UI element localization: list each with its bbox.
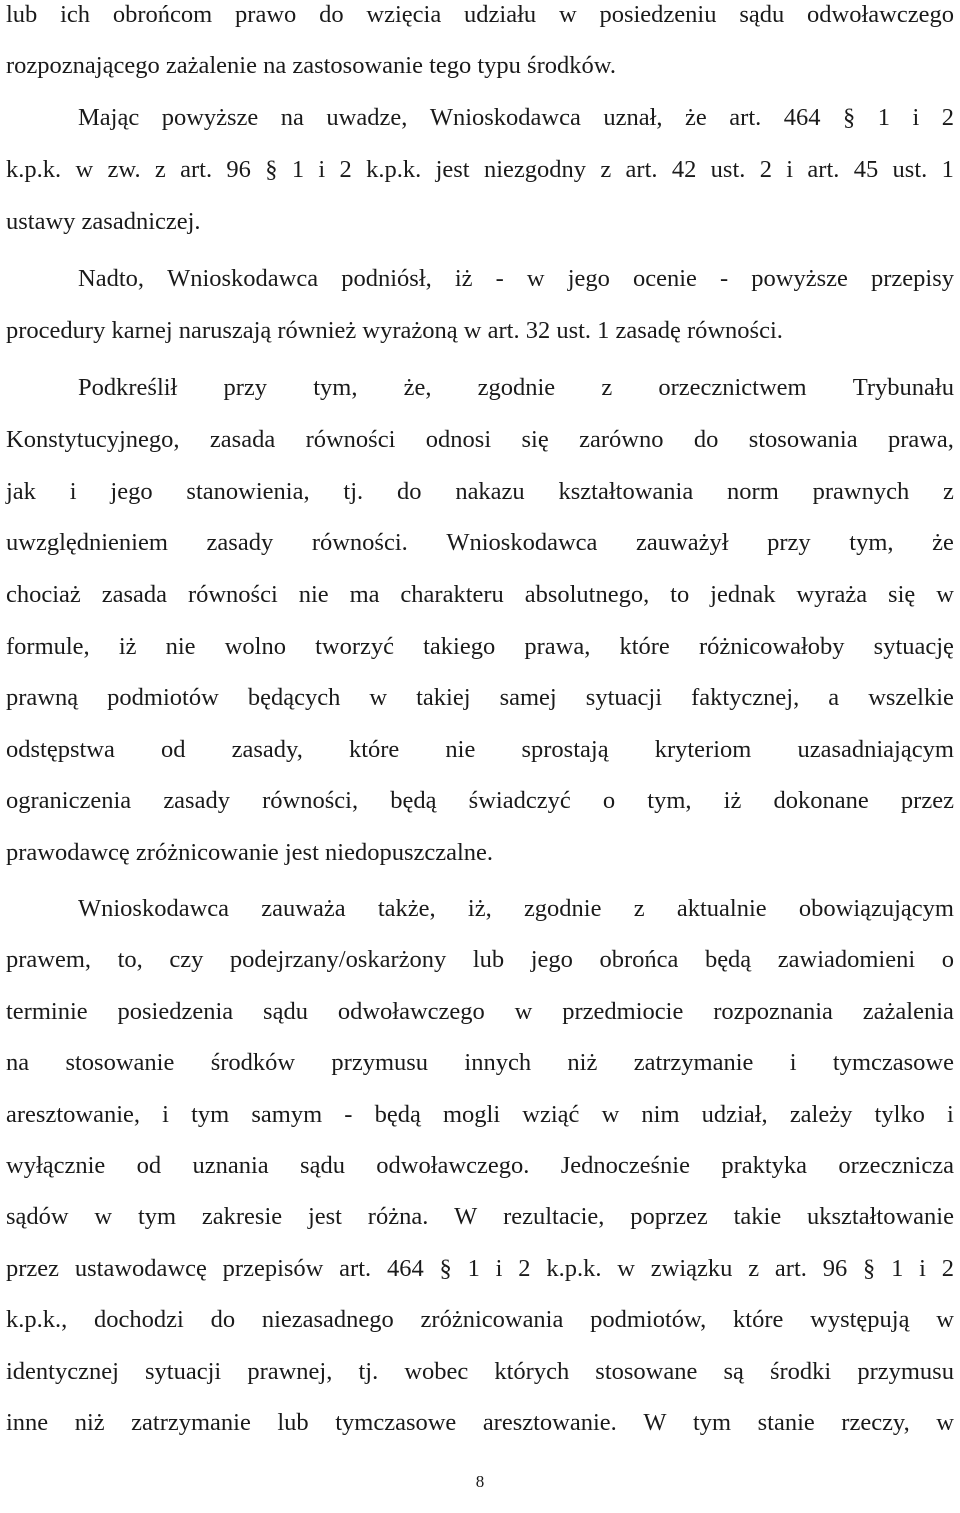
text-line: prawną podmiotów będących w takiej samej sytuacji faktycznej, a wszelkie: [6, 684, 954, 711]
text-line: prawodawcę zróżnicowanie jest niedopuszczalne.: [6, 839, 494, 866]
text-line: sądów w tym zakresie jest różna. W rezultacie, poprzez takie ukształtowanie: [6, 1203, 954, 1230]
text-line: uwzględnieniem zasady równości. Wnioskodawca zauważył przy tym, że: [6, 529, 954, 556]
text-line: przez ustawodawcę przepisów art. 464 § 1 i 2 k.p.k. w związku z art. 96 § 1 i 2: [6, 1255, 954, 1282]
text-line: Mając powyższe na uwadze, Wnioskodawca uznał, że art. 464 § 1 i 2: [78, 104, 954, 131]
page-number: 8: [475, 1472, 485, 1491]
text-line: Nadto, Wnioskodawca podniósł, iż - w jego ocenie - powyższe przepisy: [78, 265, 954, 292]
text-line: odstępstwa od zasady, które nie sprostają kryteriom uzasadniającym: [6, 736, 954, 763]
text-line: identycznej sytuacji prawnej, tj. wobec których stosowane są środki przymusu: [6, 1358, 954, 1385]
text-line: formule, iż nie wolno tworzyć takiego prawa, które różnicowałoby sytuację: [6, 633, 954, 660]
text-line: aresztowanie, i tym samym - będą mogli wziąć w nim udział, zależy tylko i: [6, 1101, 954, 1128]
text-line: na stosowanie środków przymusu innych niż zatrzymanie i tymczasowe: [6, 1049, 954, 1076]
text-line: k.p.k. w zw. z art. 96 § 1 i 2 k.p.k. jest niezgodny z art. 42 ust. 2 i art. 45 ust. 1: [6, 156, 954, 183]
text-line: terminie posiedzenia sądu odwoławczego w przedmiocie rozpoznania zażalenia: [6, 998, 954, 1025]
text-line: ograniczenia zasady równości, będą świadczyć o tym, iż dokonane przez: [6, 787, 954, 814]
text-line: Podkreślił przy tym, że, zgodnie z orzecznictwem Trybunału: [78, 374, 954, 401]
text-line: chociaż zasada równości nie ma charakteru absolutnego, to jednak wyraża się w: [6, 581, 954, 608]
text-line: rozpoznającego zażalenie na zastosowanie tego typu środków.: [6, 52, 616, 79]
text-line: prawem, to, czy podejrzany/oskarżony lub jego obrońca będą zawiadomieni o: [6, 946, 954, 973]
text-line: Konstytucyjnego, zasada równości odnosi się zarówno do stosowania prawa,: [6, 426, 954, 453]
text-line: ustawy zasadniczej.: [6, 208, 201, 235]
text-line: procedury karnej naruszają również wyrażoną w art. 32 ust. 1 zasadę równości.: [6, 317, 783, 344]
text-line: wyłącznie od uznania sądu odwoławczego. Jednocześnie praktyka orzecznicza: [6, 1152, 954, 1179]
text-line: k.p.k., dochodzi do niezasadnego zróżnicowania podmiotów, które występują w: [6, 1306, 954, 1333]
text-line: lub ich obrońcom prawo do wzięcia udziału w posiedzeniu sądu odwoławczego: [6, 1, 954, 28]
text-line: jak i jego stanowienia, tj. do nakazu kształtowania norm prawnych z: [6, 478, 954, 505]
text-line: Wnioskodawca zauważa także, iż, zgodnie z aktualnie obowiązującym: [78, 895, 954, 922]
text-line: inne niż zatrzymanie lub tymczasowe aresztowanie. W tym stanie rzeczy, w: [6, 1409, 954, 1436]
